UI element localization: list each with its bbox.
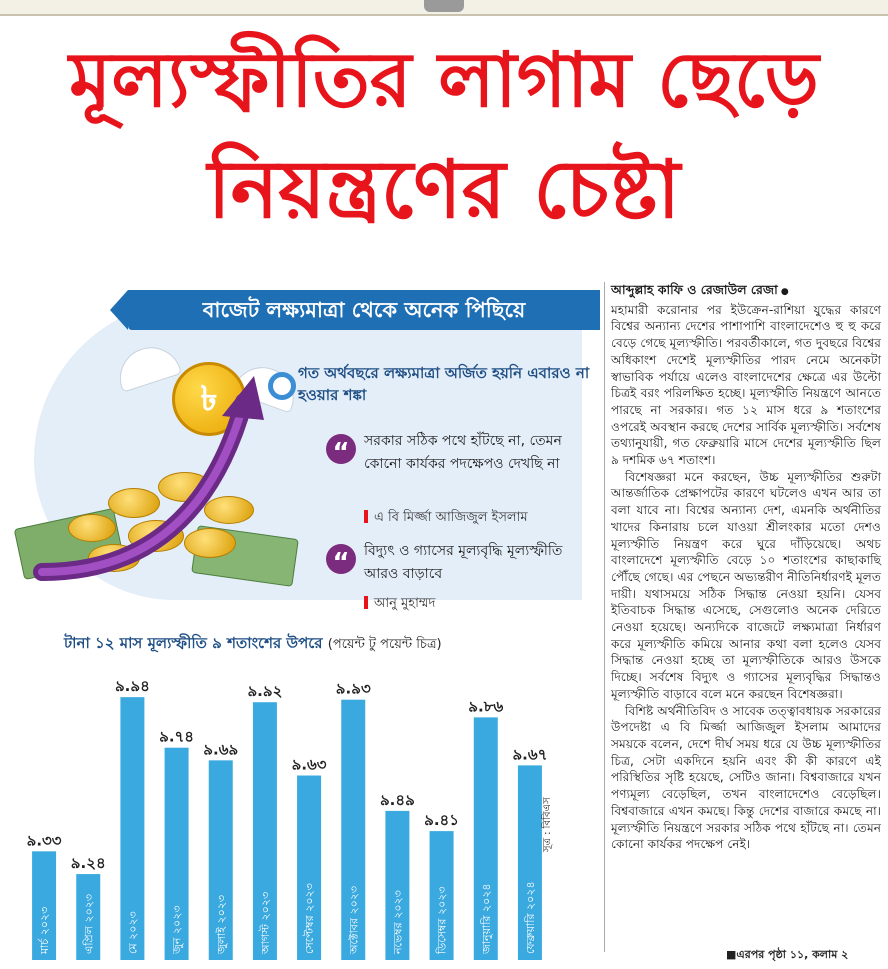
bar-category-label: ফেব্রুয়ারি ২০২৪ — [523, 881, 537, 954]
article-paragraph: মহামারী করোনার পর ইউক্রেন-রাশিয়া যুদ্ধের কারণে বিশ্বের অন্যান্য দেশের পাশাপাশি বাংলাদেশেও হু হু করে বেড়ে গেছে মূল্যস্ফীতি। পরবর্তীকালে, গত দুবছরে বিশ্বের অধিকাংশ দেশেই মূল্যস্ফীতির পারদ নেমে অনেকটা স্বাভাবিক পর্যায়ে এলেও বাংলাদেশের ক্ষেত্রে এর উল্টো চিত্রই বরং পরিলক্ষিত হচ্ছে। মূল্যস্ফীতি নিয়ন্ত্রণে আনতে পারছে না সরকার। গত ১২ মাস ধরে ৯ শতাংশের ওপরেই অবস্থান করছে দেশের সার্বিক মূল্যস্ফীতি। সর্বশেষ তথ্যানুযায়ী, গত ফেব্রুয়ারি মাসে দেশের মূল্যস্ফীতি ছিল ৯ দশমিক ৬৭ শতাংশ। — [611, 302, 881, 468]
bar-category-label: সেপ্টেম্বর ২০২৩ — [303, 883, 317, 954]
bar-value-label: ৯.৭৪ — [159, 727, 195, 746]
bar-category-label: আগস্ট ২০২৩ — [258, 891, 272, 954]
taka-coin-icon: ৳ — [172, 362, 246, 436]
bar-value-label: ৯.৩৩ — [26, 831, 62, 850]
quote-1-text: সরকার সঠিক পথে হাঁটছে না, তেমন কোনো কার্যকর পদক্ষেপও দেখছি না — [364, 433, 562, 472]
target-note: গত অর্থবছরে লক্ষ্যমাত্রা অর্জিত হয়নি এবারও না হওয়ার শঙ্কা — [298, 364, 590, 404]
bar-category-label: এপ্রিল ২০২৩ — [82, 893, 96, 954]
byline: আব্দুল্লাহ কাফি ও রেজাউল রেজা ● — [611, 282, 881, 301]
quote-2-author: আনু মুহাম্মদ — [364, 594, 435, 615]
bar-value-label: ৯.৯২ — [247, 682, 283, 701]
rising-arrow-icon — [8, 282, 308, 602]
bar-value-label: ৯.৯৩ — [335, 679, 371, 698]
quote-icon: “ — [326, 544, 356, 574]
bar-category-label: জুন ২০২৩ — [170, 905, 184, 954]
bar-value-label: ৯.৬৩ — [291, 755, 327, 774]
chart-title-text: টানা ১২ মাস মূল্যস্ফীতি ৯ শতাংশের উপরে — [64, 634, 323, 652]
quote-1-author: এ বি মির্জ্জা আজিজুল ইসলাম — [364, 508, 528, 529]
column-divider — [604, 282, 605, 952]
bar-category-label: ডিসেম্বর ২০২৩ — [435, 886, 449, 954]
chart-subtitle: (পয়েন্ট টু পয়েন্ট চিত্র) — [327, 637, 442, 652]
chart-title — [64, 632, 442, 657]
bar-category-label: জানুয়ারি ২০২৪ — [479, 883, 493, 954]
bar-category-label: অক্টোবর ২০২৩ — [347, 885, 361, 954]
inflation-bar-chart — [22, 660, 552, 960]
chart-source: সূত্র : বিবিএস — [542, 797, 553, 852]
bar-value-label: ৯.৪১ — [424, 811, 460, 830]
bar-value-label: ৯.৬৯ — [203, 740, 239, 759]
article-column — [611, 282, 881, 853]
bar-category-label: নভেম্বর ২০২৩ — [391, 890, 405, 954]
bar-value-label: ৯.৯৪ — [114, 677, 150, 696]
bar-category-label: মে ২০২৩ — [126, 911, 140, 954]
headline-line-1: মূল্যস্ফীতির লাগাম ছেড়ে — [69, 35, 819, 124]
target-ring-icon — [268, 372, 296, 400]
page-tab-marker — [424, 0, 464, 12]
bar-value-label: ৯.২৪ — [70, 854, 106, 873]
bar-value-label: ৯.৪৯ — [379, 790, 415, 809]
quote-icon: “ — [326, 434, 356, 464]
quote-2-text: বিদ্যুৎ ও গ্যাসের মূল্যবৃদ্ধি মূল্যস্ফীতি আরও বাড়াবে — [364, 543, 563, 582]
bar-category-label: মার্চ ২০২৩ — [38, 906, 52, 954]
bar-category-label: জুলাই ২০২৩ — [214, 894, 228, 954]
article-paragraph: বিশিষ্ট অর্থনীতিবিদ ও সাবেক তত্ত্বাবধায়ক সরকারের উপদেষ্টা এ বি মির্জ্জা আজিজুল ইসলাম আমাদের সময়কে বলেন, দেশে দীর্ঘ সময় ধরে যে উচ্চ মূল্যস্ফীতির চিত্র, সেটা একদিনে হয়নি এবং কী কী কারণে এই পরিস্থিতির সৃষ্টি হয়েছে, সেটিও জানা। বিশ্ববাজারে যখন পণ্যমূল্য বেড়েছিল, তখন বাংলাদেশেও বেড়েছিল। বিশ্ববাজারে এখন কমছে। কিন্তু দেশের বাজারে কমছে না। মূল্যস্ফীতি নিয়ন্ত্রণে সরকার সঠিক পথে হাঁটছে না। তেমন কোনো কার্যকর পদক্ষেপ নেই। — [611, 703, 881, 852]
article-paragraph: বিশেষজ্ঞরা মনে করছেন, উচ্চ মূল্যস্ফীতির শুরুটা আন্তর্জাতিক প্রেক্ষাপটের কারণে ঘটলেও এখন আর তা বলা যাবে না। বিশ্বের অন্যান্য দেশ, এমনকি অর্থনীতির খাদের কিনারায় চলে যাওয়া শ্রীলংকার মতো দেশও মূল্যস্ফীতি নিয়ন্ত্রণ করে ঘুরে দাঁড়িয়েছে। অথচ বাংলাদেশে মূল্যস্ফীতি বেড়ে ১০ শতাংশের কাছাকাছি পৌঁছে গেছে। এর পেছনে অভ্যন্তরীণ নীতিনির্ধারণই মূলত দায়ী। যথাসময়ে সঠিক সিদ্ধান্ত নেওয়া হয়নি। যেসব ইতিবাচক সিদ্ধান্ত এসেছে, সেগুলোও অনেক দেরিতে নেওয়া হয়েছে। অন্যদিকে বাজেটে লক্ষ্যমাত্রা নির্ধারণ করে মূল্যস্ফীতি কমিয়ে আনার কথা বলা হলেও যেসব সিদ্ধান্ত নেওয়া হচ্ছে তা মূল্যস্ফীতিকে আরও উসকে দিচ্ছে। সর্বশেষ বিদ্যুৎ ও গ্যাসের মূল্যবৃদ্ধির সিদ্ধান্তও মূল্যস্ফীতি বাড়াবে বলে মনে করছেন বিশেষজ্ঞরা। — [611, 469, 881, 701]
continuation-note: ■ এরপর পৃষ্ঠা ১১, কলাম ২ — [726, 946, 848, 965]
headline-line-2: নিয়ন্ত্রণের চেষ্টা — [207, 143, 681, 236]
bar-value-label: ৯.৮৬ — [468, 697, 504, 716]
infographic-banner: বাজেট লক্ষ্যমাত্রা থেকে অনেক পিছিয়ে — [128, 290, 600, 330]
bar-value-label: ৯.৬৭ — [512, 745, 548, 764]
infographic — [8, 282, 602, 962]
